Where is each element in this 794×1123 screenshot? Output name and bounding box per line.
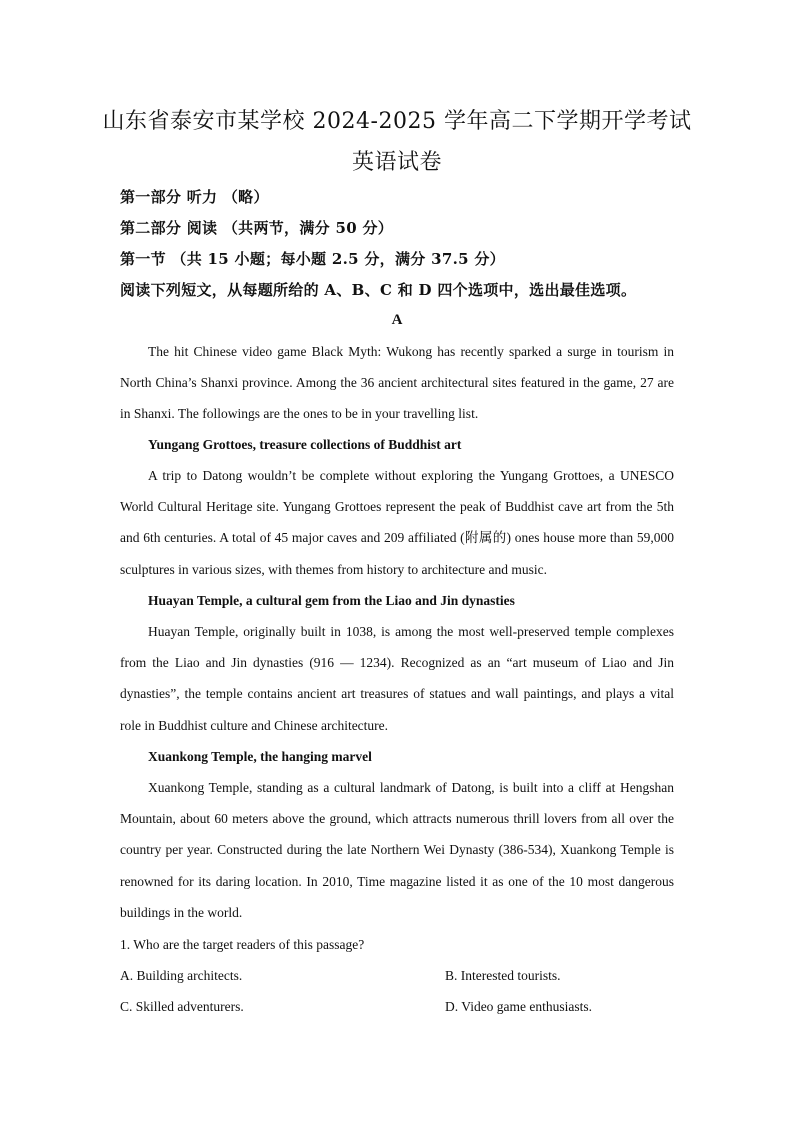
- item-body-xuankong: Xuankong Temple, standing as a cultural landmark of Datong, is built into a cliff at Hengshan Mountain, about 60 meters above the ground, which attracts numerous thrill lovers from all over the country per year. Constructed during the late Northern Wei Dynasty (386-534), Xuankong Temple is renowned for its daring location. In 2010, Time magazine listed it as one of the 10 most dangerous buildings in the world.: [120, 780, 674, 920]
- section1-heading: 第一节 （共 15 小题；每小题 2.5 分，满分 37.5 分）: [120, 250, 505, 268]
- passage-letter: A: [391, 312, 403, 328]
- exam-title: 山东省泰安市某学校 2024-2025 学年高二下学期开学考试: [102, 109, 692, 134]
- instruction-text: 阅读下列短文，从每题所给的 A、B、C 和 D 四个选项中，选出最佳选项。: [120, 281, 637, 299]
- question-stem: 1. Who are the target readers of this passage?: [120, 937, 365, 952]
- item-heading-xuankong: Xuankong Temple, the hanging marvel: [148, 749, 372, 764]
- item-body-yungang: A trip to Datong wouldn’t be complete without exploring the Yungang Grottoes, a UNESCO World Cultural Heritage site. Yungang Grottoes represent the peak of Buddhist cave art from the 5th and 6th centuries. A total of 45 major caves and 209 affiliated (附属的) ones house more than 59,000 sculptures in various sizes, with themes from history to architecture and music.: [120, 468, 674, 577]
- option-d: D. Video game enthusiasts.: [445, 999, 593, 1014]
- item-body-huayan: Huayan Temple, originally built in 1038, is among the most well-preserved temple complexes from the Liao and Jin dynasties (916 — 1234). Recognized as an “art museum of Liao and Jin dynasties”, the temple contains ancient art treasures of statues and wall paintings, and plays a vital role in Buddhist culture and Chinese architecture.: [120, 624, 674, 733]
- passage-intro: The hit Chinese video game Black Myth: Wukong has recently sparked a surge in tourism in North China’s Shanxi province. Among the 36 ancient architectural sites featured in the game, 27 are in Shanxi. The followings are the ones to be in your travelling list.: [120, 344, 674, 422]
- option-c: C. Skilled adventurers.: [120, 999, 244, 1014]
- item-heading-yungang: Yungang Grottoes, treasure collections of Buddhist art: [148, 437, 462, 452]
- part1-heading: 第一部分 听力 （略）: [120, 188, 269, 206]
- option-b: B. Interested tourists.: [445, 968, 561, 983]
- item-heading-huayan: Huayan Temple, a cultural gem from the Liao and Jin dynasties: [148, 593, 515, 608]
- part2-heading: 第二部分 阅读 （共两节，满分 50 分）: [120, 219, 394, 237]
- exam-subject: 英语试卷: [351, 150, 442, 175]
- option-a: A. Building architects.: [120, 968, 243, 983]
